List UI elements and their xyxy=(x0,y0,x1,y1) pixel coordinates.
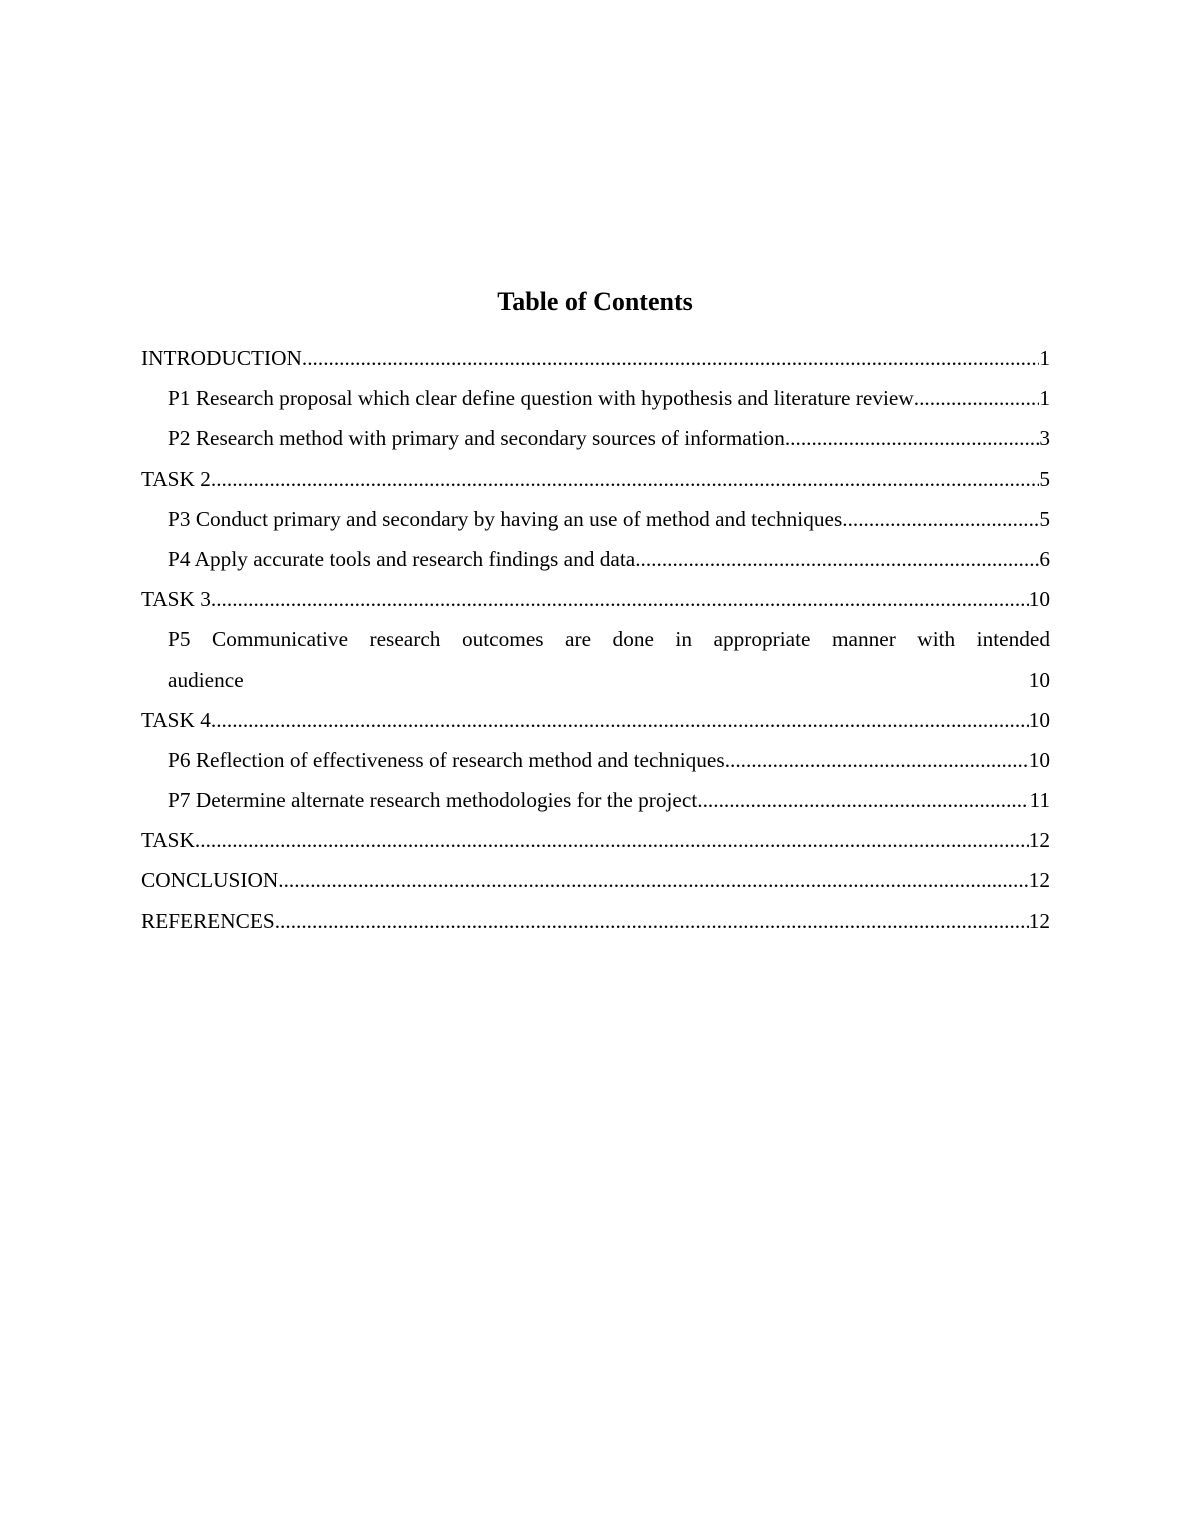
toc-entry-page: 10 xyxy=(1028,747,1050,772)
toc-entry-p6[interactable] xyxy=(141,740,1050,780)
toc-entry-page: 1 xyxy=(1039,346,1050,370)
dot-leader xyxy=(278,860,1028,900)
toc-entry-label: P4 Apply accurate tools and research findings and data xyxy=(168,546,636,571)
toc-entry-label: P6 Reflection of effectiveness of research method and techniques xyxy=(168,747,725,772)
toc-entry-label: TASK xyxy=(141,828,195,853)
toc-entry-task-3[interactable] xyxy=(141,579,1050,619)
toc-entry-p2[interactable] xyxy=(141,418,1050,458)
toc-list xyxy=(141,338,1050,941)
dot-leader xyxy=(725,740,1029,780)
toc-title: Table of Contents xyxy=(497,287,693,316)
toc-entry-p7[interactable] xyxy=(141,780,1050,820)
toc-entry-page: 12 xyxy=(1028,868,1050,893)
toc-entry-line-2 xyxy=(168,660,1050,700)
toc-entry-task-4[interactable] xyxy=(141,700,1050,740)
dot-leader xyxy=(211,579,1029,619)
dot-leader xyxy=(785,418,1039,458)
toc-entry-label-line-2: audience xyxy=(168,667,244,692)
dot-leader xyxy=(914,378,1040,418)
toc-entry-label: CONCLUSION xyxy=(141,868,279,893)
toc-entry-page: 3 xyxy=(1039,426,1050,451)
dot-leader xyxy=(211,700,1029,740)
toc-entry-label: P7 Determine alternate research methodologies for the project xyxy=(168,788,698,813)
dot-leader xyxy=(275,901,1029,941)
toc-entry-references[interactable] xyxy=(141,901,1050,941)
toc-entry-page: 11 xyxy=(1029,788,1050,813)
dot-leader xyxy=(211,459,1039,499)
toc-entry-p3[interactable] xyxy=(141,499,1050,539)
toc-entry-page: 10 xyxy=(1028,707,1050,732)
dot-leader xyxy=(195,820,1029,860)
toc-entry-label: P3 Conduct primary and secondary by having an use of method and techniques xyxy=(168,506,843,531)
toc-entry-p4[interactable] xyxy=(141,539,1050,579)
toc-entry-conclusion[interactable] xyxy=(141,860,1050,900)
toc-entry-p1[interactable] xyxy=(141,378,1050,418)
dot-leader xyxy=(302,338,1039,378)
toc-entry-task-2[interactable] xyxy=(141,459,1050,499)
toc-entry-page: 12 xyxy=(1028,908,1050,933)
toc-entry-page: 5 xyxy=(1039,506,1050,531)
toc-entry-task[interactable] xyxy=(141,820,1050,860)
toc-entry-page: 6 xyxy=(1039,546,1050,571)
toc-entry-page: 10 xyxy=(1028,667,1050,692)
toc-entry-page: 10 xyxy=(1028,587,1050,612)
dot-leader xyxy=(635,539,1039,579)
toc-entry-label-line-1: P5 Communicative research outcomes are done in appropriate manner with intended xyxy=(168,627,1050,652)
dot-leader xyxy=(842,499,1039,539)
toc-entry-page: 1 xyxy=(1039,386,1050,411)
toc-entry-label: TASK 4 xyxy=(141,707,211,732)
toc-entry-label: REFERENCES xyxy=(141,908,275,933)
toc-entry-page: 12 xyxy=(1028,828,1050,853)
toc-entry-page: 5 xyxy=(1039,466,1050,491)
toc-entry-introduction[interactable] xyxy=(141,338,1050,378)
toc-entry-label: P1 Research proposal which clear define question with hypothesis and literature review xyxy=(168,386,914,411)
dot-leader xyxy=(697,780,1029,820)
toc-entry-label: INTRODUCTION xyxy=(141,346,302,370)
toc-entry-label: TASK 3 xyxy=(141,587,211,612)
toc-entry-label: TASK 2 xyxy=(141,466,211,491)
toc-entry-p5[interactable] xyxy=(141,619,1050,699)
toc-entry-label: P2 Research method with primary and secondary sources of information xyxy=(168,426,785,451)
